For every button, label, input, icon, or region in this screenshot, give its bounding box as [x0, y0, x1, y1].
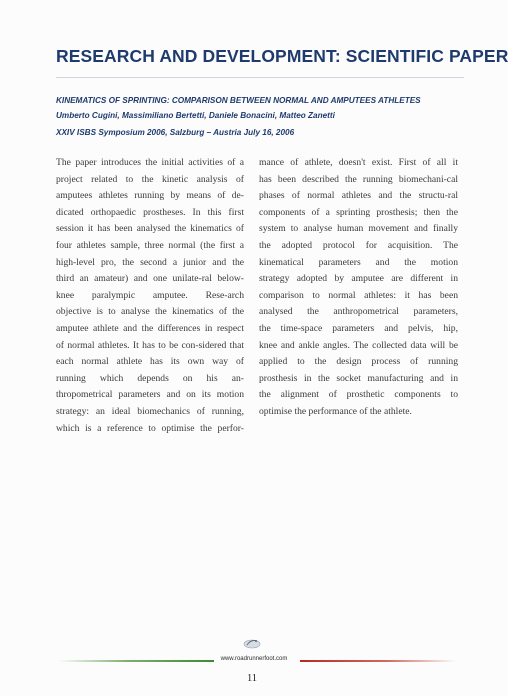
text-line: mance of athlete, doesn't exist. First of all it [259, 157, 458, 168]
text-line: knee and ankle angles. The collected data will be [259, 339, 458, 351]
text-line: optimise the performance of the athlete. [259, 405, 412, 417]
text-line: analysed the anthropometrical parameters, [259, 306, 458, 318]
text-line: which is a reference to optimise the perfor- [56, 422, 244, 434]
text-line: components of a sprinting prosthesis; then the [259, 206, 458, 218]
text-line: running which depends on his an- [56, 372, 244, 384]
text-line: kinematical parameters and the motion [259, 256, 458, 268]
footer-website-link[interactable]: www.roadrunnerfoot.com [220, 656, 288, 662]
text-line: applied to the design process of running [259, 356, 458, 368]
paper-title: KINEMATICS OF SPRINTING: COMPARISON BETWEEN NORMAL AND AMPUTEES ATHLETES [56, 96, 421, 105]
footer-rule-left [56, 660, 214, 662]
text-line: third an amateur) and one unilate-ral below- [56, 273, 244, 285]
text-line: strategy adopted by amputee are different in [259, 273, 458, 285]
title-divider [56, 77, 464, 78]
text-line: thropometrical parameters and on its motion [56, 389, 244, 401]
text-line: The paper introduces the initial activities of a [56, 157, 244, 168]
text-line: strategy: an ideal biomechanics of running, [56, 405, 244, 417]
text-line: amputee athlete and the differences in respect [56, 322, 244, 334]
text-line: of normal athletes. It has to be con-sidered that [56, 339, 244, 351]
text-line: project related to the kinetic analysis of [56, 173, 244, 185]
footer-rule-right [300, 660, 458, 662]
page-title: RESEARCH AND DEVELOPMENT: SCIENTIFIC PAPER [56, 46, 508, 66]
text-line: dicated orthopaedic prostheses. In this first [56, 206, 244, 218]
text-line: comparison to normal athletes: it has been [259, 289, 458, 301]
text-line: knee paralympic amputee. Rese-arch [56, 289, 244, 301]
text-line: system to analyse human movement and finally [259, 223, 458, 235]
roadrunner-logo-icon [242, 636, 262, 648]
text-line: the alignment of prosthetic components to [259, 389, 458, 401]
paper-venue: XXIV ISBS Symposium 2006, Salzburg – Austria July 16, 2006 [56, 128, 295, 137]
text-line: session it has been analysed the kinematics of [56, 223, 244, 235]
paper-authors: Umberto Cugini, Massimiliano Bertetti, Daniele Bonacini, Matteo Zanetti [56, 111, 335, 120]
text-line: four athletes sample, three normal (the first a [56, 239, 244, 251]
page-number: 11 [246, 673, 258, 684]
text-line: has been described the running biomechani-cal [259, 173, 458, 185]
body-column-right [259, 155, 458, 421]
text-line: the time-space parameters and pelvis, hip, [259, 322, 458, 334]
body-column-left [56, 155, 244, 437]
text-line: high-level pro, the second a junior and the [56, 256, 244, 268]
text-line: prosthesis in the socket manufacturing and in [259, 372, 458, 384]
text-line: amputees athletes running by means of de- [56, 190, 244, 202]
text-line: phases of normal athletes and the structu-ral [259, 190, 458, 202]
text-line: objective is to analyse the kinematics of the [56, 306, 244, 318]
text-line: each normal athlete has its own way of [56, 356, 244, 368]
text-line: the adopted protocol for acquisition. The [259, 239, 458, 251]
